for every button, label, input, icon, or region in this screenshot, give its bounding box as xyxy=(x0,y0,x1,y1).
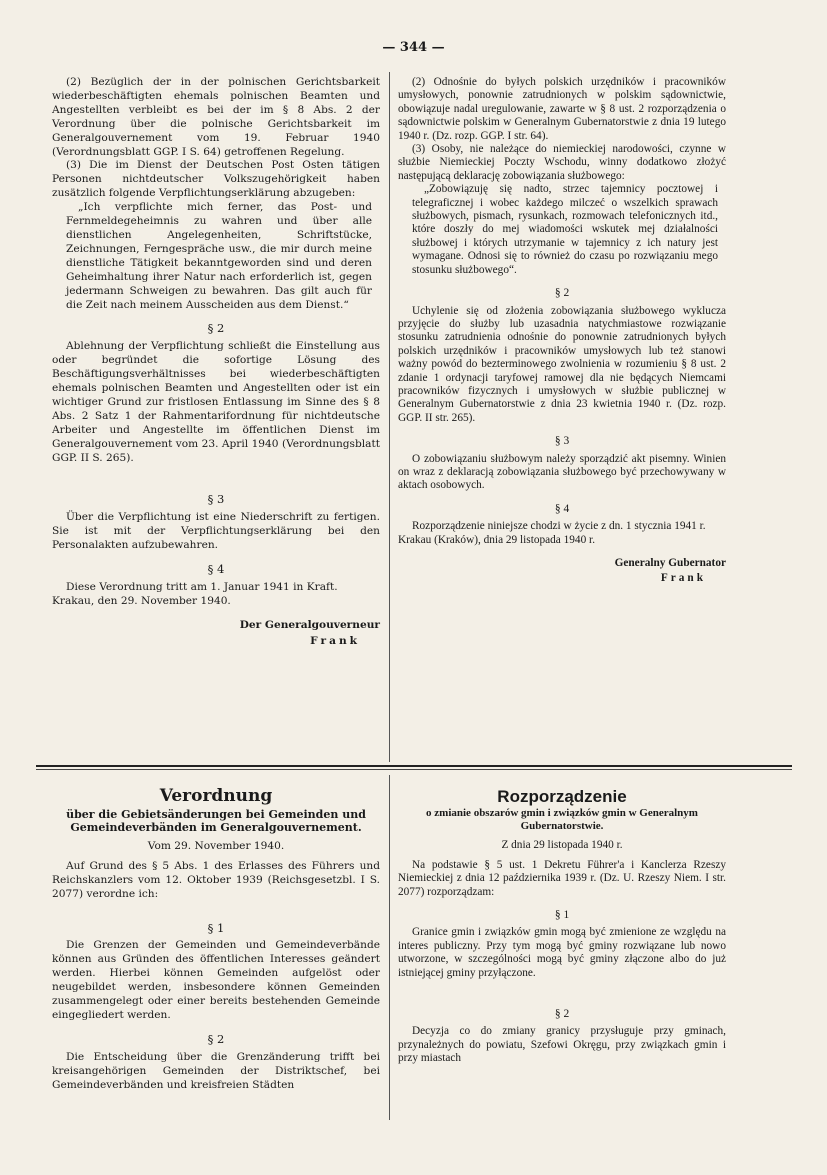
section-2-title: § 2 xyxy=(207,1031,225,1046)
german-column-bottom xyxy=(52,784,380,1093)
section-3-title: § 3 xyxy=(207,492,225,507)
section-4-text: Diese Verordnung tritt am 1. Januar 1941 in Kraft. xyxy=(66,581,338,593)
decree-intro: Auf Grund des § 5 Abs. 1 des Erlasses des Führers und Reichskanzlers vom 12. Oktober 1939 (Reichsgesetzbl. I S. 2077) verordne ich: xyxy=(52,859,380,900)
section-1-text: Die Grenzen der Gemeinden und Gemeindeverbände können aus Gründen des öffentlichen Interesses geändert werden. Hierbei können Gemeinden aufgelöst oder neugebildet werden, insbesondere können Gemeinden zusammengelegt oder einer bereits bestehenden Gemeinde eingegliedert werden. xyxy=(52,939,380,1021)
signer-name: Frank xyxy=(310,634,360,647)
section-4-title: § 4 xyxy=(207,562,225,577)
section-divider-thin xyxy=(36,769,792,770)
german-column-top xyxy=(52,76,380,649)
place-date: Krakau (Kraków), dnia 29 listopada 1940 r. xyxy=(398,533,596,546)
signer-title: Generalny Gubernator xyxy=(614,557,726,569)
decree-intro: Na podstawie § 5 ust. 1 Dekretu Führer'a i Kanclerza Rzeszy Niemieckiej z dnia 12 października 1939 r. (Dz. U. Rzeszy Niem. I str. 2077) rozporządzam: xyxy=(398,858,726,898)
signer-name: Frank xyxy=(660,572,706,585)
signer-title: Der Generalgouverneur xyxy=(239,618,380,631)
oath-text: „Ich verpflichte mich ferner, das Post- und Fernmeldegeheimnis zu wahren und über alle dienstlichen Angelegenheiten, Schriftstücke, Zeichnungen, Ferngespräche usw., die mir durch meine dienstliche Tätigkeit bekanntgeworden sind und deren Geheimhaltung ihrer Natur nach erforderlich ist, gegen jedermann Schweigen zu bewahren. Das gilt auch für die Zeit nach meinem Ausscheiden aus dem Dienst.“ xyxy=(66,201,372,311)
section-3-text: O zobowiązaniu służbowym należy sporządzić akt pisemny. Winien on wraz z deklaracją zobowiązania służbowego być przechowywany w aktach osobowych. xyxy=(398,452,726,492)
paragraph-3: (3) Osoby, nie należące do niemieckiej narodowości, czynne w służbie Niemieckiej Poczty Wschodu, winny dodatkowo złożyć następującą deklarację zobowiązania służbowego: xyxy=(398,143,726,182)
polish-column-top xyxy=(398,76,726,586)
paragraph-2: (2) Bezüglich der in der polnischen Gerichtsbarkeit wiederbeschäftigten ehemals polnischen Beamten und Angestellten verbleibt es bei der im § 8 Abs. 2 der Verordnung über die polnische Gerichtsbarkeit im Generalgouvernement vom 19. Februar 1940 (Verordnungsblatt GGP. I S. 64) getroffenen Regelung. xyxy=(52,76,380,158)
section-divider xyxy=(36,765,792,767)
decree-date: Z dnia 29 listopada 1940 r. xyxy=(501,839,623,852)
decree-subtitle: über die Gebietsänderungen bei Gemeinden und Gemeindeverbänden im Generalgouvernement. xyxy=(66,807,366,834)
decree-title: Rozporządzenie xyxy=(497,787,627,806)
column-rule-top xyxy=(389,72,390,762)
section-1-title: § 1 xyxy=(207,920,225,935)
polish-column-bottom xyxy=(398,784,726,1066)
section-4-title: § 4 xyxy=(554,502,570,515)
oath-quote xyxy=(398,183,726,277)
decree-date: Vom 29. November 1940. xyxy=(147,839,285,852)
section-3-title: § 3 xyxy=(554,435,570,448)
section-2-text: Ablehnung der Verpflichtung schließt die Einstellung aus oder begründet die sofortige Lösung des Beschäftigungsverhältnisses bei wiederbeschäftigten ehemals polnischen Beamten und Angestellten oder ist ein wichtiger Grund zur fristlosen Entlassung im Sinne des § 8 Abs. 2 Satz 1 der Rahmentarifordnung für nichtdeutsche Arbeiter und Angestellte im öffentlichen Dienst im Generalgouvernement vom 23. April 1940 (Verordnungsblatt GGP. II S. 265). xyxy=(52,340,380,464)
place-date: Krakau, den 29. November 1940. xyxy=(52,594,231,607)
section-4-text: Rozporządzenie niniejsze chodzi w życie z dn. 1 stycznia 1941 r. xyxy=(412,520,706,533)
decree-subtitle: o zmianie obszarów gmin i związków gmin w Generalnym Gubernatorstwie. xyxy=(426,807,698,833)
paragraph-2: (2) Odnośnie do byłych polskich urzędników i pracowników umysłowych, ponownie zatrudnionych w polskim sądownictwie, obowiązuje nadal uregulowanie, zawarte w § 8 ust. 2 rozporządzenia o sądownictwie polskim w Generalnym Gubernatorstwie z dnia 19 lutego 1940 r. (Dz. rozp. GGP. I str. 64). xyxy=(398,76,726,142)
section-1-title: § 1 xyxy=(554,909,570,922)
section-2-title: § 2 xyxy=(554,1008,570,1021)
section-2-title: § 2 xyxy=(207,321,225,336)
section-2-text: Die Entscheidung über die Grenzänderung trifft bei kreisangehörigen Gemeinden der Distriktschef, bei Gemeindeverbänden und kreisfreien Städten xyxy=(52,1050,380,1091)
section-2-text: Decyzja co do zmiany granicy przysługuje przy gminach, przynależnych do powiatu, Szefowi Okręgu, przy związkach gmin i przy miastach xyxy=(398,1025,726,1065)
oath-quote xyxy=(52,201,380,312)
section-2-title: § 2 xyxy=(554,287,570,300)
section-2-text: Uchylenie się od złożenia zobowiązania służbowego wyklucza przyjęcie do służby lub uzasadnia natychmiastowe rozwiązanie stosunku zatrudnienia odnośnie do ponownie zatrudnionych byłych polskich urzędników i pracowników umysłowych lub też stanowi ważny powód do bezterminowego zwolnienia w rozumieniu § 8 ust. 2 zdanie 1 ordynacji taryfowej ramowej dla nie będących Niemcami pracowników fizycznych i umysłowych w służbie publicznej w Generalnym Gubernatorstwie z dnia 23 kwietnia 1940 r. (Dz. rozp. GGP. II str. 265). xyxy=(398,304,726,424)
page-number: — 344 — xyxy=(382,40,445,55)
oath-text: „Zobowiązuję się nadto, strzec tajemnicy pocztowej i telegraficznej i wobec każdego milczeć o wszelkich sprawach służbowych, pismach, rysunkach, rozmowach telefonicznych itd., które doszły do mej wiadomości wskutek mej działalności służbowej i których utrzymanie w tajemnicy z ich natury jest wymagane. Odnosi się to również do czasu po rozwiązaniu mego stosunku służbowego“. xyxy=(412,183,718,276)
column-rule-bottom xyxy=(389,775,390,1120)
paragraph-3: (3) Die im Dienst der Deutschen Post Osten tätigen Personen nichtdeutscher Volkszugehörigkeit haben zusätzlich folgende Verpflichtungserklärung abzugeben: xyxy=(52,159,380,200)
section-1-text: Granice gmin i związków gmin mogą być zmienione ze względu na interes publiczny. Przy tym mogą być gminy rozwiązane lub nowo utworzone, w szczególności mogą być gminy złączone albo do już istniejącej gminy przyłączone. xyxy=(398,926,726,979)
decree-title: Verordnung xyxy=(159,786,273,806)
section-3-text: Über die Verpflichtung ist eine Niederschrift zu fertigen. Sie ist mit der Verpflichtungserklärung bei den Personalakten aufzubewahren. xyxy=(52,511,380,552)
